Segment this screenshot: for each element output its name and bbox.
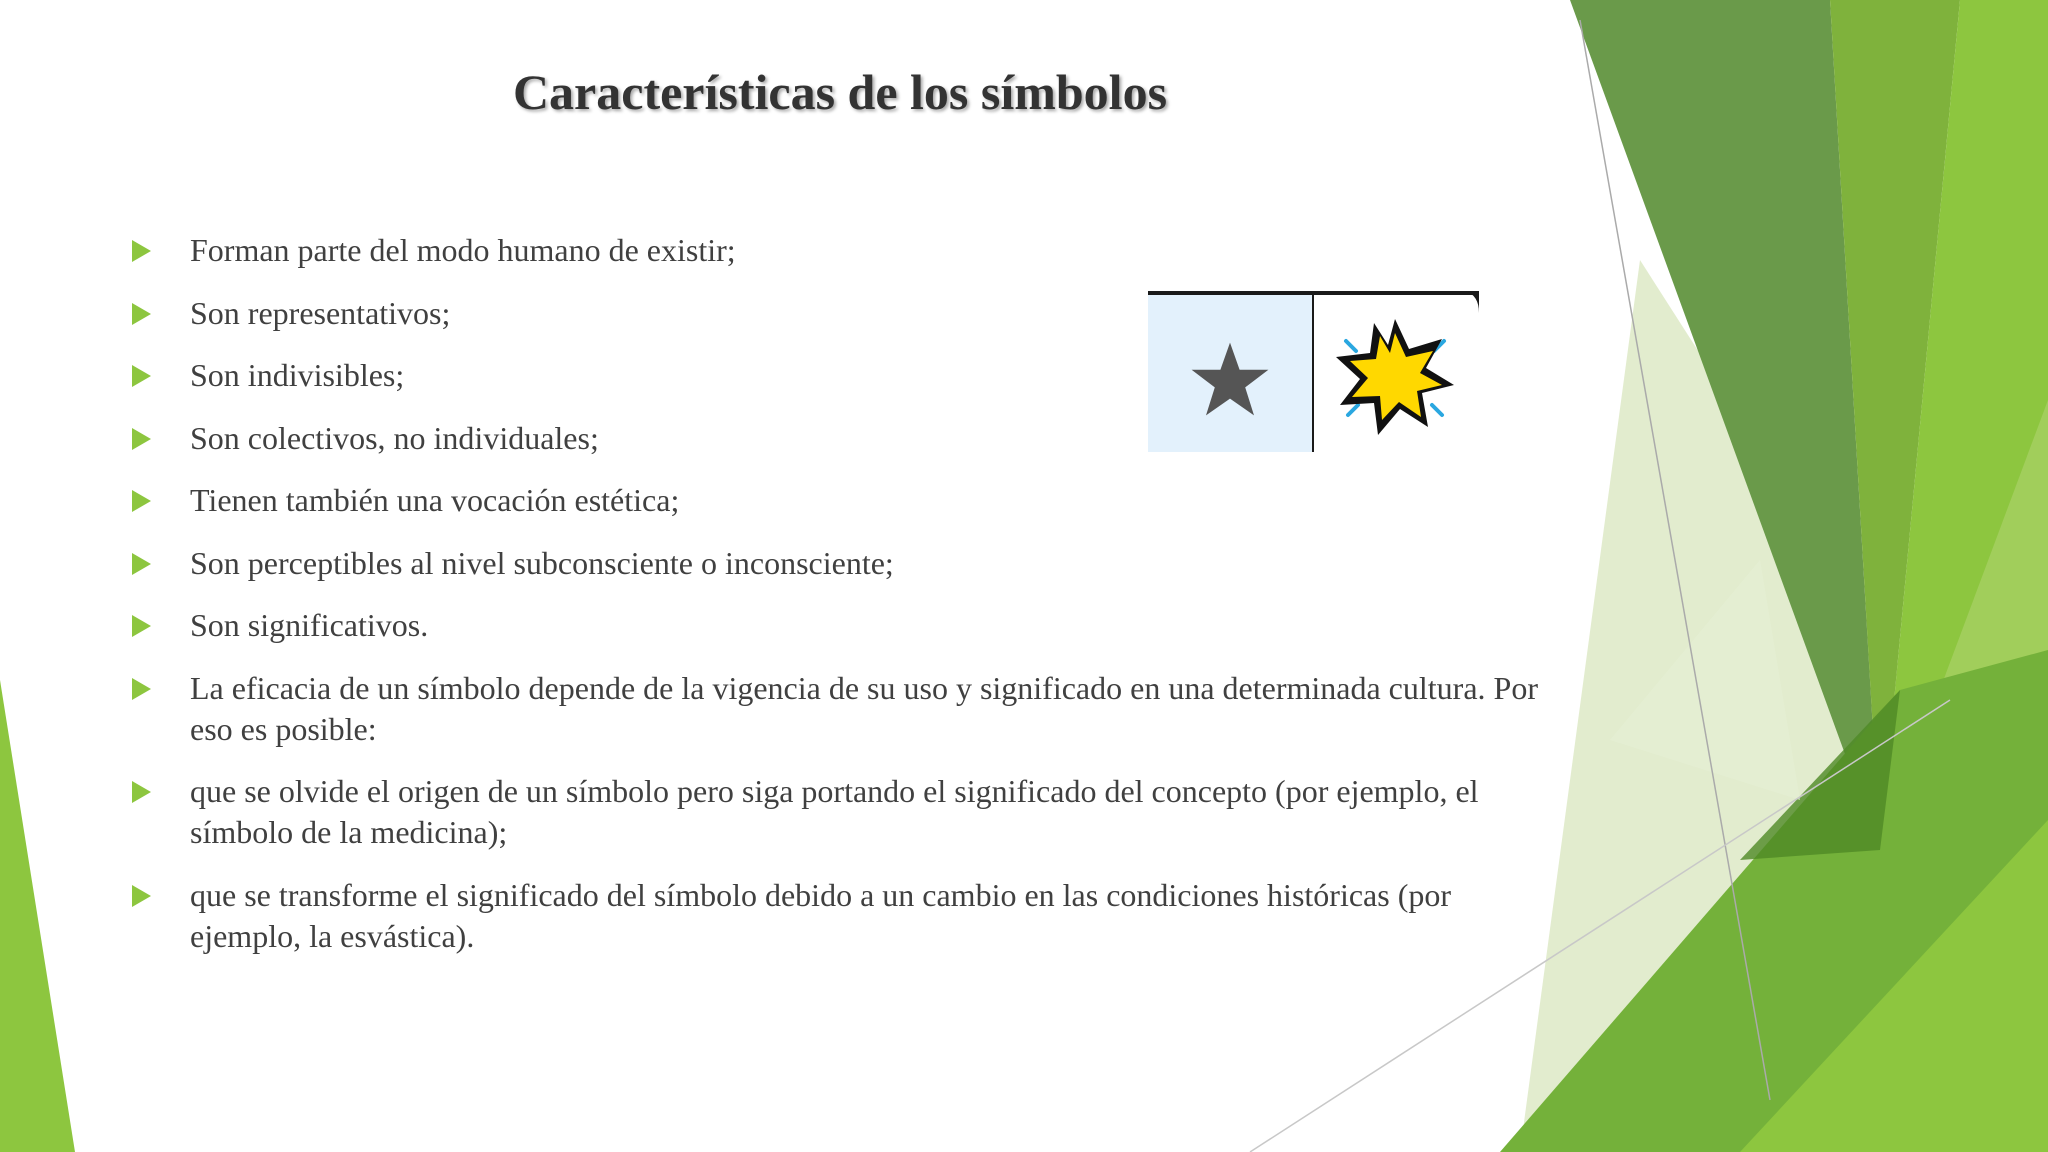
bullet-text: Son perceptibles al nivel subconsciente o inconsciente;: [190, 544, 894, 581]
icon-divider: [1312, 295, 1314, 452]
left-green-shape: [0, 680, 75, 1152]
bullet-text: La eficacia de un símbolo depende de la vigencia de su uso y significado en una determinada cultura. Por eso es posible:: [190, 669, 1538, 747]
bullet-text: que se transforme el significado del símbolo debido a un cambio en las condiciones históricas (por ejemplo, la esvástica).: [190, 876, 1451, 954]
bullet-text: que se olvide el origen de un símbolo pero siga portando el significado del concepto (por ejemplo, el símbolo de la medicina);: [190, 773, 1479, 850]
bullet-text: Forman parte del modo humano de existir;: [190, 232, 736, 268]
bullet-item: [132, 875, 1562, 957]
bullet-arrow-icon: [132, 885, 151, 907]
bullet-arrow-icon: [132, 553, 151, 575]
bullet-item: [132, 480, 1562, 521]
bullet-arrow-icon: [132, 781, 151, 803]
bullet-item: [132, 605, 1562, 646]
bullet-arrow-icon: [132, 490, 151, 512]
bullet-arrow-icon: [132, 615, 151, 637]
slide-title: Características de los símbolos: [512, 64, 1168, 120]
bullet-item: [132, 543, 1562, 584]
star-icon: [1190, 341, 1270, 417]
bullet-item: [132, 668, 1562, 750]
bullet-text: Tienen también una vocación estética;: [190, 482, 680, 518]
bullet-arrow-icon: [132, 428, 151, 450]
bullet-arrow-icon: [132, 365, 151, 387]
bullet-item: [132, 230, 1562, 271]
star-icons-image: [1148, 291, 1479, 452]
bullet-arrow-icon: [132, 678, 151, 700]
bullet-text: Son indivisibles;: [190, 357, 405, 393]
bullet-text: Son significativos.: [190, 607, 429, 643]
bullet-text: Son representativos;: [190, 294, 451, 331]
bullet-arrow-icon: [132, 240, 151, 262]
bullet-item: [132, 771, 1562, 853]
bullet-text: Son colectivos, no individuales;: [190, 419, 599, 456]
corner-icon: [1465, 291, 1479, 313]
bullet-arrow-icon: [132, 303, 151, 325]
glowing-star-icon: [1330, 313, 1460, 443]
